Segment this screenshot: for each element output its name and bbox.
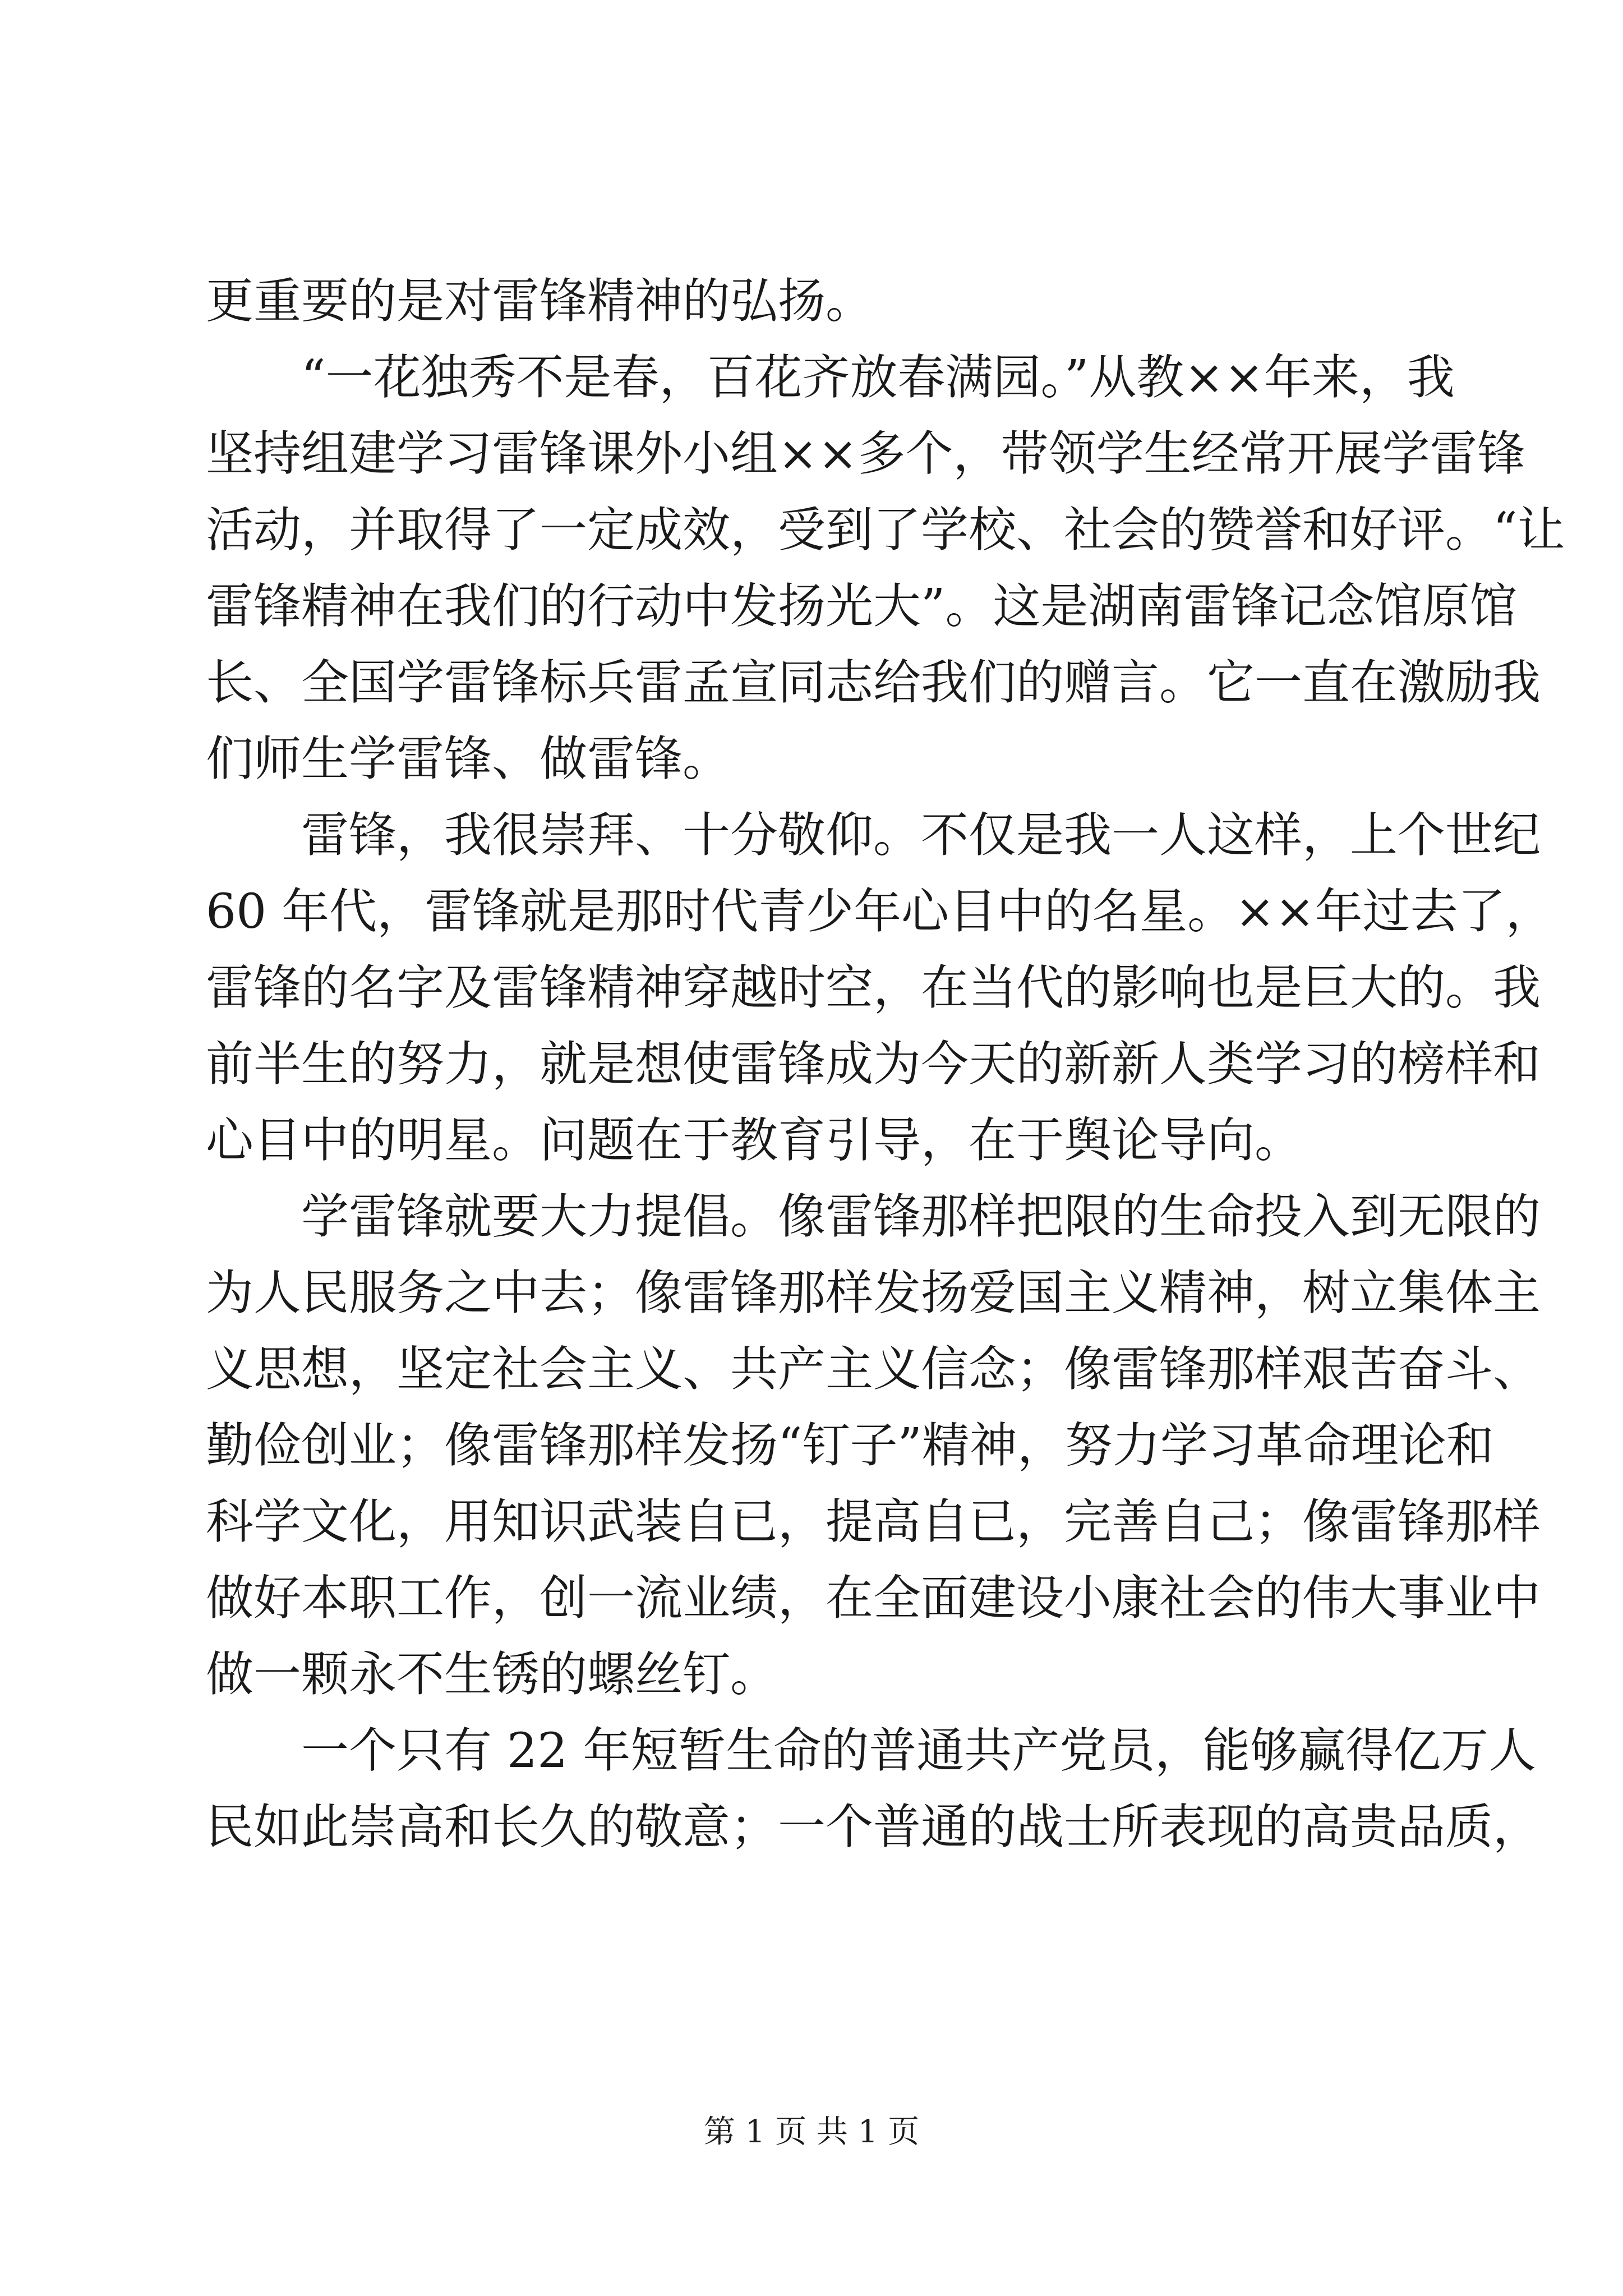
text-line: 勤俭创业；像雷锋那样发扬“钉子”精神，努力学习革命理论和 xyxy=(206,1418,1494,1474)
text-line: “一花独秀不是春，百花齐放春满园。”从教××年来，我 xyxy=(301,350,1455,406)
text-line: 雷锋精神在我们的行动中发扬光大”。这是湖南雷锋记念馆原馆 xyxy=(206,579,1518,634)
text-line: 长、全国学雷锋标兵雷孟宣同志给我们的赠言。它一直在激励我 xyxy=(206,655,1541,711)
text-line: 科学文化，用知识武装自已，提高自已，完善自己；像雷锋那样 xyxy=(206,1494,1541,1550)
text-line: 学雷锋就要大力提倡。像雷锋那样把限的生命投入到无限的 xyxy=(301,1189,1541,1245)
text-line: 雷锋，我很崇拜、十分敬仰。不仅是我一人这样，上个世纪 xyxy=(301,808,1541,863)
text-line: 为人民服务之中去；像雷锋那样发扬爱国主义精神，树立集体主 xyxy=(206,1266,1541,1321)
text-line: 心目中的明星。问题在于教育引导，在于舆论导向。 xyxy=(206,1113,1303,1168)
text-line: 前半生的努力，就是想使雷锋成为今天的新新人类学习的榜样和 xyxy=(206,1037,1541,1092)
text-line: 做好本职工作，创一流业绩，在全面建设小康社会的伟大事业中 xyxy=(206,1571,1541,1626)
page-number: 第 1 页 共 1 页 xyxy=(703,2114,920,2150)
text-line: 民如此崇高和长久的敬意；一个普通的战士所表现的高贵品质， xyxy=(206,1800,1541,1855)
text-line: 更重要的是对雷锋精神的弘扬。 xyxy=(206,274,874,329)
text-line: 义思想，坚定社会主义、共产主义信念；像雷锋那样艰苦奋斗、 xyxy=(206,1342,1541,1397)
document-body xyxy=(206,264,1565,1866)
text-line: 活动，并取得了一定成效，受到了学校、社会的赞誉和好评。“让 xyxy=(206,503,1565,558)
text-line: 一个只有 22 年短暂生命的普通共产党员，能够赢得亿万人 xyxy=(301,1723,1537,1779)
text-line: 们师生学雷锋、做雷锋。 xyxy=(206,731,731,787)
page-footer xyxy=(0,2112,1623,2152)
text-line: 60 年代，雷锋就是那时代青少年心目中的名星。××年过去了， xyxy=(206,884,1553,940)
text-line: 做一颗永不生锈的螺丝钉。 xyxy=(206,1647,778,1703)
text-line: 雷锋的名字及雷锋精神穿越时空，在当代的影响也是巨大的。我 xyxy=(206,960,1541,1016)
text-line: 坚持组建学习雷锋课外小组××多个，带领学生经常开展学雷锋 xyxy=(206,426,1525,482)
